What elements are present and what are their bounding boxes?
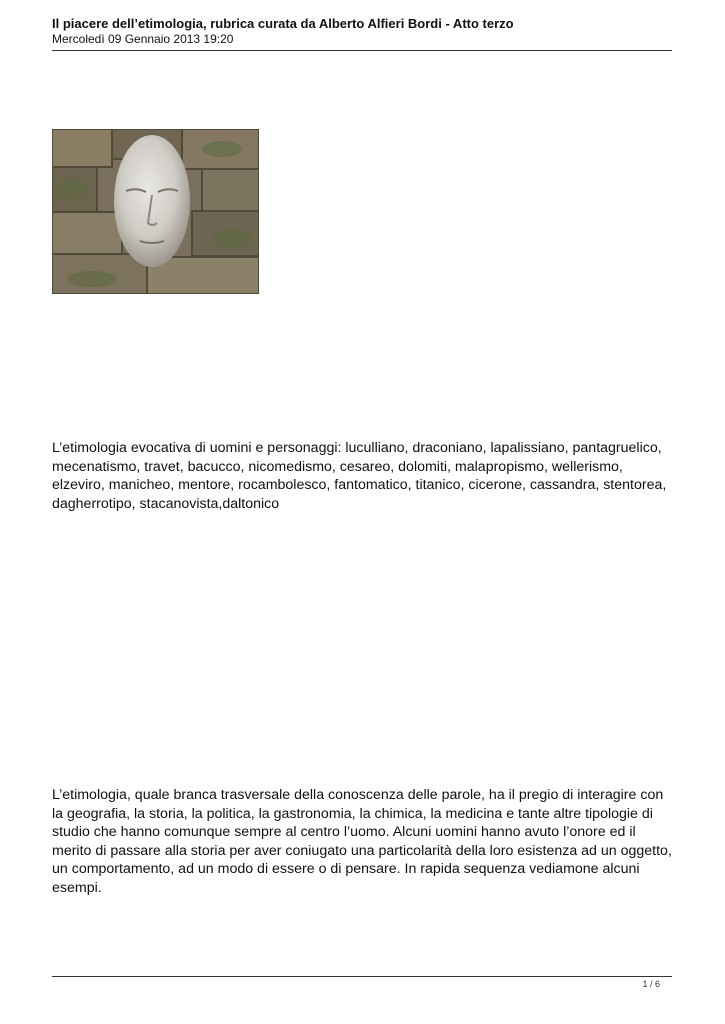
page-header — [52, 16, 672, 47]
header-divider — [52, 50, 672, 51]
article-date: Mercoledì 09 Gennaio 2013 19:20 — [52, 32, 234, 46]
stone-face-mask-photo — [52, 129, 259, 294]
page-number: 1 / 6 — [642, 979, 660, 989]
body-paragraph: L’etimologia, quale branca trasversale della conoscenza delle parole, ha il pregio di interagire con la geografia, la storia, la politica, la gastronomia, la chimica, la medicina e tante altre tipologie di studio che hanno comunque sempre al centro l’uomo. Alcuni uomini hanno avuto l’onore ed il merito di passare alla storia per aver coniugato una particolarità della loro esistenza ad un oggetto, un comportamento, ad un modo di essere o di pensare. In rapida sequenza vediamone alcuni esempi. — [52, 787, 672, 896]
article-title: Il piacere dell’etimologia, rubrica curata da Alberto Alfieri Bordi - Atto terzo — [52, 16, 514, 31]
intro-paragraph: L’etimologia evocativa di uomini e personaggi: luculliano, draconiano, lapalissiano, pantagruelico, mecenatismo, travet, bacucco, nicomedismo, cesareo, dolomiti, malapropismo, wellerismo, elzeviro, manicheo, mentore, rocambolesco, fantomatico, titanico, cicerone, cassandra, stentorea, dagherrotipo, stacanovista,daltonico — [52, 440, 667, 512]
footer-divider — [52, 976, 672, 977]
